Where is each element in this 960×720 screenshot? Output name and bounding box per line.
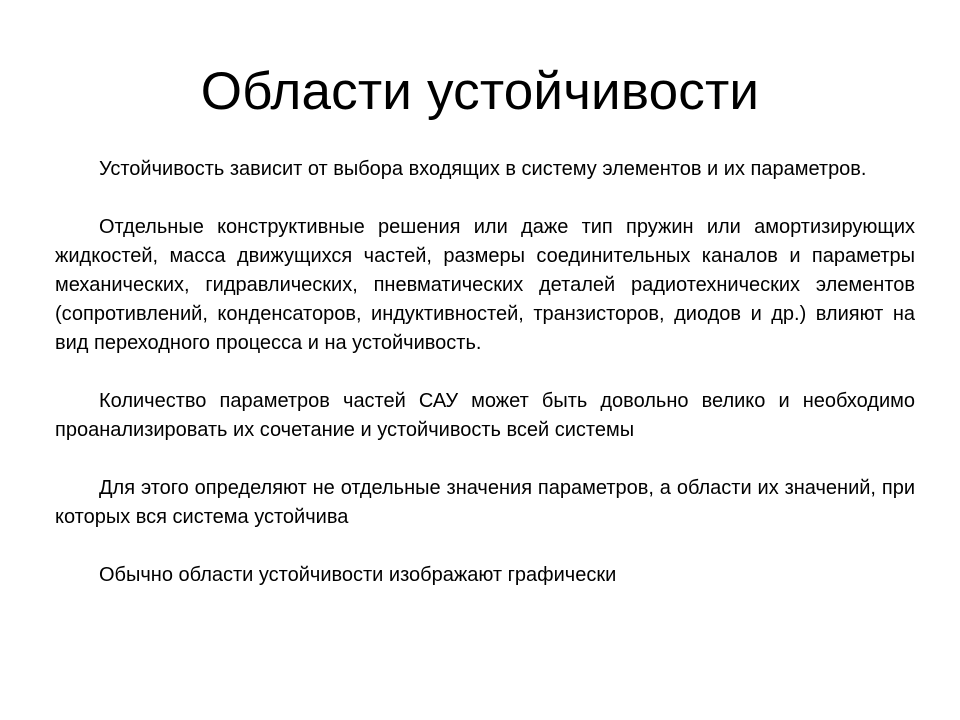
paragraph-5: Обычно области устойчивости изображают графически: [99, 564, 617, 586]
slide-title: Области устойчивости: [200, 62, 760, 121]
paragraph-4: Для этого определяют не отдельные значения параметров, а области их значений, при которых вся система устойчива: [55, 477, 915, 528]
paragraph-3: Количество параметров частей САУ может быть довольно велико и необходимо проанализировать их сочетание и устойчивость всей системы: [55, 390, 915, 441]
slide-body: [55, 155, 915, 590]
paragraph-1: Устойчивость зависит от выбора входящих в систему элементов и их параметров.: [99, 158, 867, 180]
paragraph-2: Отдельные конструктивные решения или даже тип пружин или амортизирующих жидкостей, масса движущихся частей, размеры соединительных каналов и параметры механических, гидравлических, пневматических деталей радиотехнических элементов (сопротивлений, конденсаторов, индуктивностей, транзисторов, диодов и др.) влияют на вид переходного процесса и на устойчивость.: [55, 216, 915, 354]
